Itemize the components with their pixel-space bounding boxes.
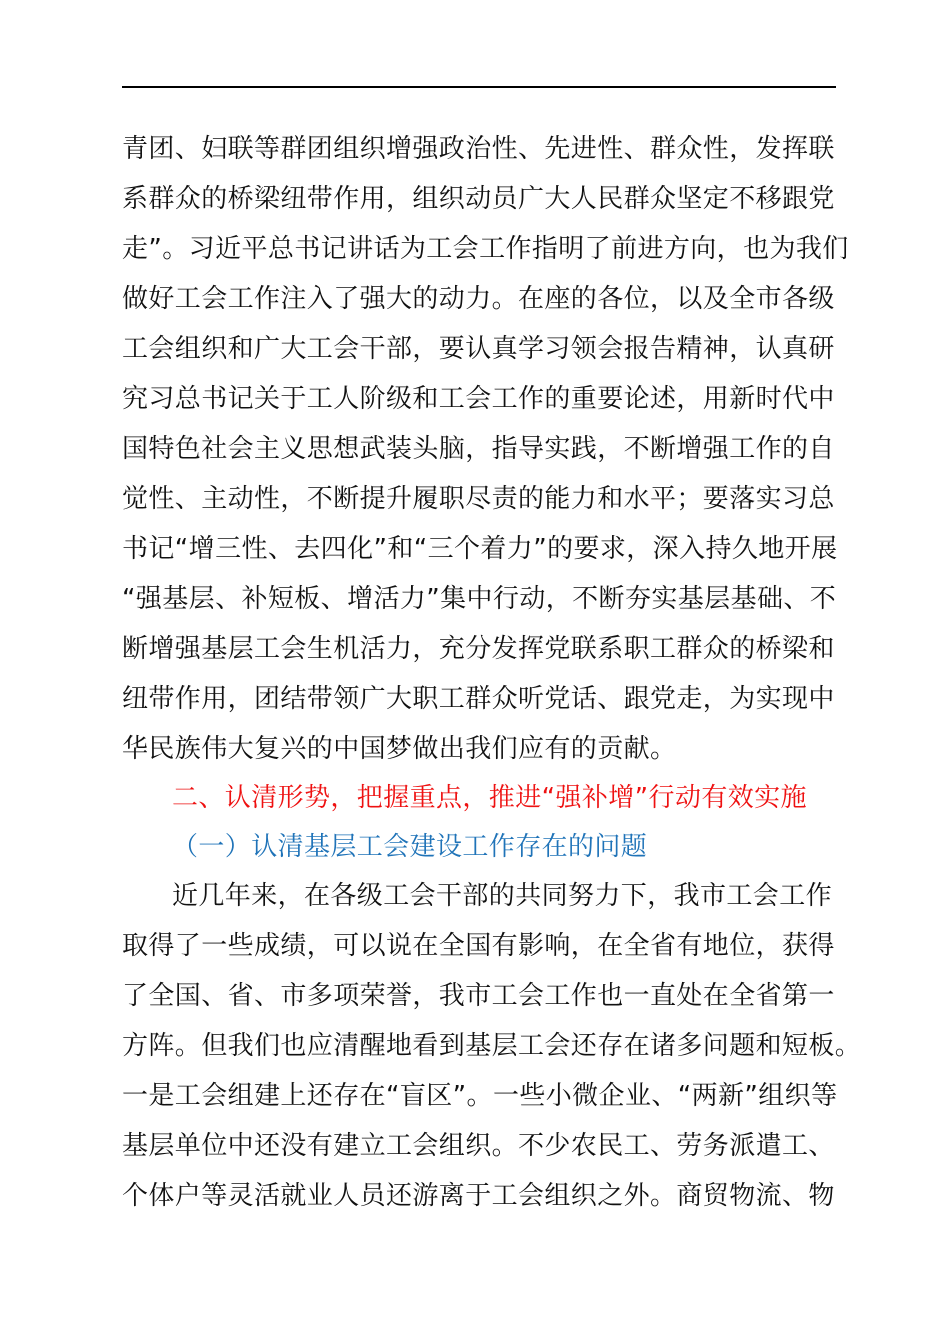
paragraph-line: 走”。习近平总书记讲话为工会工作指明了前进方向，也为我们 <box>122 234 849 264</box>
paragraph-line: 书记“增三性、去四化”和“三个着力”的要求，深入持久地开展 <box>122 534 838 564</box>
paragraph-line: 觉性、主动性，不断提升履职尽责的能力和水平；要落实习总 <box>122 484 835 514</box>
header-rule <box>122 86 836 88</box>
paragraph-line: 取得了一些成绩，可以说在全国有影响，在全省有地位，获得 <box>122 931 835 961</box>
paragraph-line: 华民族伟大复兴的中国梦做出我们应有的贡献。 <box>122 734 677 764</box>
paragraph-line: 基层单位中还没有建立工会组织。不少农民工、劳务派遣工、 <box>122 1131 835 1161</box>
paragraph-line: 方阵。但我们也应清醒地看到基层工会还存在诸多问题和短板。 <box>122 1031 862 1061</box>
paragraph-line: 了全国、省、市多项荣誉，我市工会工作也一直处在全省第一 <box>122 981 835 1011</box>
paragraph-line: 纽带作用，团结带领广大职工群众听党话、跟党走，为实现中 <box>122 684 835 714</box>
paragraph-line: 国特色社会主义思想武装头脑，指导实践，不断增强工作的自 <box>122 434 835 464</box>
paragraph-line: 做好工会工作注入了强大的动力。在座的各位，以及全市各级 <box>122 284 835 314</box>
paragraph-line: 个体户等灵活就业人员还游离于工会组织之外。商贸物流、物 <box>122 1181 835 1211</box>
paragraph-line: 青团、妇联等群团组织增强政治性、先进性、群众性，发挥联 <box>122 134 835 164</box>
paragraph-line: “强基层、补短板、增活力”集中行动，不断夯实基层基础、不 <box>122 584 837 614</box>
paragraph-line: 系群众的桥梁纽带作用，组织动员广大人民群众坚定不移跟党 <box>122 184 835 214</box>
paragraph-line: 近几年来，在各级工会干部的共同努力下，我市工会工作 <box>172 881 833 911</box>
subsection-heading: （一）认清基层工会建设工作存在的问题 <box>172 832 648 862</box>
paragraph-line: 工会组织和广大工会干部，要认真学习领会报告精神，认真研 <box>122 334 835 364</box>
paragraph-line: 一是工会组建上还存在“盲区”。一些小微企业、“两新”组织等 <box>122 1081 838 1111</box>
paragraph-line: 究习总书记关于工人阶级和工会工作的重要论述，用新时代中 <box>122 384 835 414</box>
paragraph-line: 断增强基层工会生机活力，充分发挥党联系职工群众的桥梁和 <box>122 634 835 664</box>
section-heading: 二、认清形势，把握重点，推进“强补增”行动有效实施 <box>172 783 807 813</box>
